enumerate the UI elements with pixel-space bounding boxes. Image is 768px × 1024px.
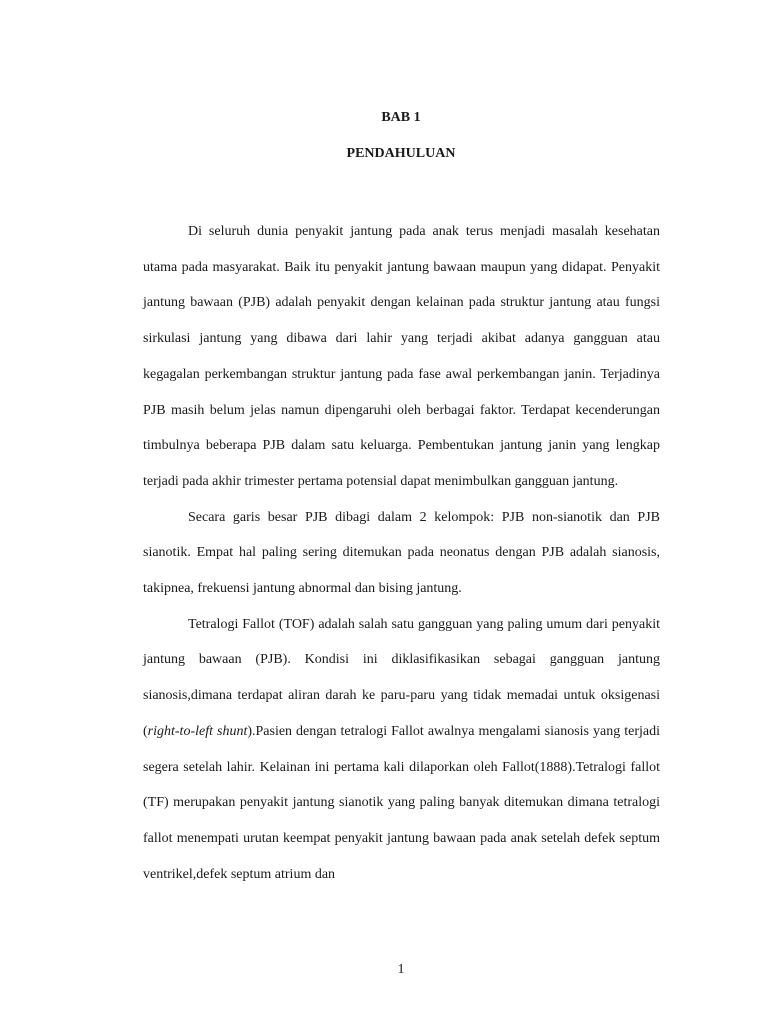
paragraph-tetralogy-italic-term: right-to-left shunt [147, 723, 248, 739]
chapter-title: PENDAHULUAN [346, 146, 456, 161]
body-text [143, 214, 660, 892]
paragraph-classification: Secara garis besar PJB dibagi dalam 2 kelompok: PJB non-sianotik dan PJB sianotik. Empat hal paling sering ditemukan pada neonatus dengan PJB adalah sianosis, takipnea, frekuensi jantung abnormal dan bising jantung. [143, 509, 660, 597]
paragraph-tetralogy-part-1: Tetralogi Fallot (TOF) adalah salah satu gangguan yang paling umum dari penyakit jantung bawaan (PJB). Kondisi ini diklasifikasikan sebagai gangguan jantung sianosis,dimana terdapat aliran darah ke paru-paru yang tidak memadai untuk oksigenasi ( [143, 616, 660, 739]
paragraph-tetralogy-part-2: ).Pasien dengan tetralogi Fallot awalnya mengalami sianosis yang terjadi segera setelah lahir. Kelainan ini pertama kali dilaporkan oleh Fallot(1888).Tetralogi fallot (TF) merupakan penyakit jantung sianotik yang paling banyak ditemukan dimana tetralogi fallot menempati urutan keempat penyakit jantung bawaan pada anak setelah defek septum ventrikel,defek septum atrium dan [143, 723, 660, 882]
paragraph-tetralogy [143, 607, 660, 893]
chapter-label: BAB 1 [381, 110, 421, 125]
page-number: 1 [397, 962, 405, 977]
paragraph-intro: Di seluruh dunia penyakit jantung pada anak terus menjadi masalah kesehatan utama pada masyarakat. Baik itu penyakit jantung bawaan maupun yang didapat. Penyakit jantung bawaan (PJB) adalah penyakit dengan kelainan pada struktur jantung atau fungsi sirkulasi jantung yang dibawa dari lahir yang terjadi akibat adanya gangguan atau kegagalan perkembangan struktur jantung pada fase awal perkembangan janin. Terjadinya PJB masih belum jelas namun dipengaruhi oleh berbagai faktor. Terdapat kecenderungan timbulnya beberapa PJB dalam satu keluarga. Pembentukan jantung janin yang lengkap terjadi pada akhir trimester pertama potensial dapat menimbulkan gangguan jantung. [143, 224, 660, 489]
